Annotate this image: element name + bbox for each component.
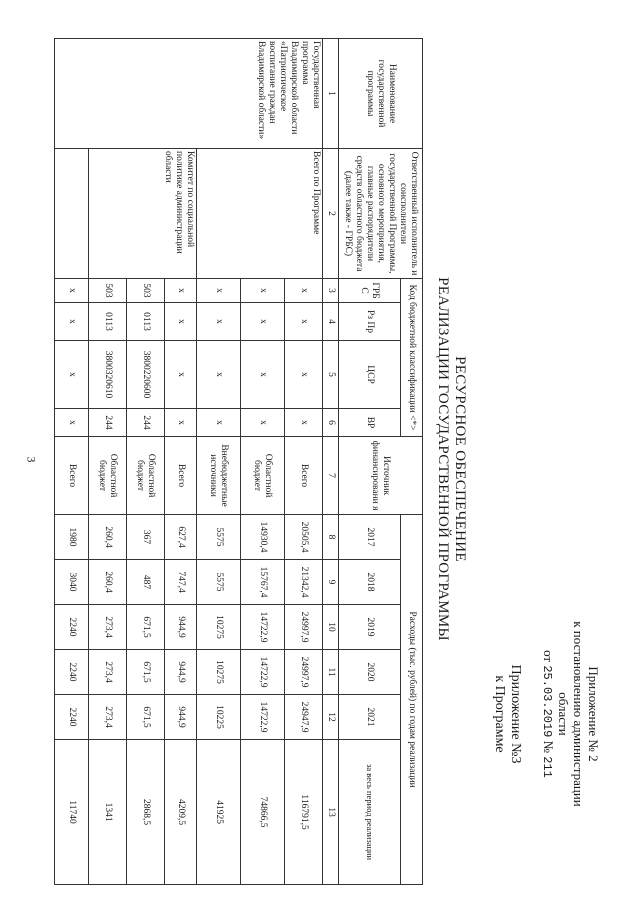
vr-cell: 244	[127, 409, 165, 437]
appendix3-line1: Приложение №3	[508, 664, 523, 764]
region-line: области	[556, 692, 571, 736]
header-year-2020: 2020	[339, 650, 401, 695]
source-cell: Всего	[285, 437, 323, 515]
source-cell: Всего	[165, 437, 197, 515]
appendix3-line2: к Программе	[492, 675, 507, 753]
to-decree-line: к постановлению администрации	[571, 621, 586, 807]
number-prefix: №	[541, 740, 556, 754]
vr-cell: х	[197, 409, 241, 437]
value-cell: 671,5	[127, 605, 165, 650]
rotated-document-sheet	[67, 30, 621, 888]
resource-table	[54, 38, 423, 885]
value-cell: 5575	[197, 560, 241, 605]
value-cell: 671,5	[127, 695, 165, 740]
header-budget-code: Код бюджетной классификации <*>	[401, 279, 423, 437]
value-cell: 273,4	[89, 605, 127, 650]
value-cell: 4209,5	[165, 740, 197, 885]
value-cell: 14722,9	[241, 650, 285, 695]
value-cell: 74866,5	[241, 740, 285, 885]
value-cell: 21342,4	[285, 560, 323, 605]
rzpr-cell: х	[285, 303, 323, 341]
value-cell: 944,9	[165, 605, 197, 650]
value-cell: 14722,9	[241, 695, 285, 740]
value-cell: 5575	[197, 515, 241, 560]
title-line2: РЕАЛИЗАЦИИ ГОСУДАРСТВЕННОЙ ПРОГРАММЫ	[435, 277, 451, 641]
responsible-empty-cell	[55, 149, 89, 279]
col-num: 9	[323, 560, 339, 605]
rzpr-cell: 0113	[127, 303, 165, 341]
value-cell: 24997,9	[285, 650, 323, 695]
rzpr-cell: х	[165, 303, 197, 341]
col-num: 6	[323, 409, 339, 437]
page-number: 3	[24, 456, 39, 463]
grbs-cell: 503	[89, 279, 127, 303]
header-rzpr: Рз Пр	[339, 303, 401, 341]
col-num: 8	[323, 515, 339, 560]
value-cell: 2240	[55, 650, 89, 695]
header-responsible: Ответственный исполнитель и соисполнители государственной Программы, основного мероприятия, главные распорядители средств областного бюджета (далее также - ГРБС)	[339, 149, 423, 279]
csr-cell: х	[197, 341, 241, 409]
source-cell: Областной бюджет	[241, 437, 285, 515]
col-num: 3	[323, 279, 339, 303]
decree-date: 25.03.2019	[540, 665, 554, 738]
value-cell: 487	[127, 560, 165, 605]
value-cell: 15767,4	[241, 560, 285, 605]
col-num: 11	[323, 650, 339, 695]
col-num: 13	[323, 740, 339, 885]
csr-cell: 3800320610	[89, 341, 127, 409]
value-cell: 2868,5	[127, 740, 165, 885]
source-cell: Областной бюджет	[127, 437, 165, 515]
value-cell: 1980	[55, 515, 89, 560]
csr-cell: х	[55, 341, 89, 409]
vr-cell: х	[285, 409, 323, 437]
value-cell: 273,4	[89, 650, 127, 695]
header-year-2021: 2021	[339, 695, 401, 740]
header-csr: ЦСР	[339, 341, 401, 409]
document-title	[434, 30, 468, 888]
value-cell: 24997,9	[285, 605, 323, 650]
appendix-line: Приложение № 2	[586, 666, 601, 762]
value-cell: 14722,9	[241, 605, 285, 650]
value-cell: 10225	[197, 695, 241, 740]
value-cell: 273,4	[89, 695, 127, 740]
col-num: 7	[323, 437, 339, 515]
header-year-2019: 2019	[339, 605, 401, 650]
source-cell: Областной бюджет	[89, 437, 127, 515]
header-funding-source: Источник финансировани я	[339, 437, 423, 515]
header-vr: ВР	[339, 409, 401, 437]
col-num: 4	[323, 303, 339, 341]
decree-header	[539, 594, 601, 834]
csr-cell: 3800220600	[127, 341, 165, 409]
source-cell: Всего	[55, 437, 89, 515]
decree-number: 211	[540, 756, 554, 778]
value-cell: 1341	[89, 740, 127, 885]
grbs-cell: х	[165, 279, 197, 303]
rzpr-cell: 0113	[89, 303, 127, 341]
col-num: 10	[323, 605, 339, 650]
responsible-total-cell: Всего по Программе	[197, 149, 323, 279]
grbs-cell: х	[197, 279, 241, 303]
column-number-row	[323, 39, 339, 885]
value-cell: 11740	[55, 740, 89, 885]
csr-cell: х	[241, 341, 285, 409]
vr-cell: 244	[89, 409, 127, 437]
value-cell: 10275	[197, 650, 241, 695]
header-year-2018: 2018	[339, 560, 401, 605]
value-cell: 2240	[55, 605, 89, 650]
header-expenses: Расходы (тыс. рублей) по годам реализации	[401, 515, 423, 885]
value-cell: 944,9	[165, 695, 197, 740]
value-cell: 260,4	[89, 560, 127, 605]
table-row	[165, 39, 197, 885]
grbs-cell: х	[55, 279, 89, 303]
table-row	[55, 39, 89, 885]
col-num: 1	[323, 39, 339, 149]
date-prefix: от	[541, 650, 556, 663]
program-name-cell: Государственная программа Владимирской области «Патриотическое воспитание граждан Владимирской области»	[55, 39, 323, 149]
value-cell: 116791,5	[285, 740, 323, 885]
value-cell: 41925	[197, 740, 241, 885]
vr-cell: х	[165, 409, 197, 437]
vr-cell: х	[55, 409, 89, 437]
rzpr-cell: х	[241, 303, 285, 341]
value-cell: 367	[127, 515, 165, 560]
title-line1: РЕСУРСНОЕ ОБЕСПЕЧЕНИЕ	[452, 356, 468, 562]
value-cell: 20505,4	[285, 515, 323, 560]
value-cell: 10275	[197, 605, 241, 650]
value-cell: 627,4	[165, 515, 197, 560]
rzpr-cell: х	[197, 303, 241, 341]
value-cell: 944,9	[165, 650, 197, 695]
date-number-line	[539, 594, 556, 834]
csr-cell: х	[165, 341, 197, 409]
grbs-cell: 503	[127, 279, 165, 303]
value-cell: 671,5	[127, 650, 165, 695]
source-cell: Внебюджетные источники	[197, 437, 241, 515]
header-total-period: за весь период реализации	[339, 740, 401, 885]
grbs-cell: х	[285, 279, 323, 303]
table-row	[285, 39, 323, 885]
value-cell: 747,4	[165, 560, 197, 605]
value-cell: 260,4	[89, 515, 127, 560]
col-num: 12	[323, 695, 339, 740]
header-year-2017: 2017	[339, 515, 401, 560]
value-cell: 3040	[55, 560, 89, 605]
value-cell: 2240	[55, 695, 89, 740]
header-grbs: ГРБ С	[339, 279, 401, 303]
csr-cell: х	[285, 341, 323, 409]
rzpr-cell: х	[55, 303, 89, 341]
vr-cell: х	[241, 409, 285, 437]
col-num: 5	[323, 341, 339, 409]
col-num: 2	[323, 149, 339, 279]
appendix3-header	[491, 594, 523, 834]
value-cell: 14930,4	[241, 515, 285, 560]
grbs-cell: х	[241, 279, 285, 303]
value-cell: 24947,9	[285, 695, 323, 740]
responsible-committee-cell: Комитет по социальной политике администрации области	[89, 149, 197, 279]
header-program-name: Наименование государственной программы	[339, 39, 423, 149]
